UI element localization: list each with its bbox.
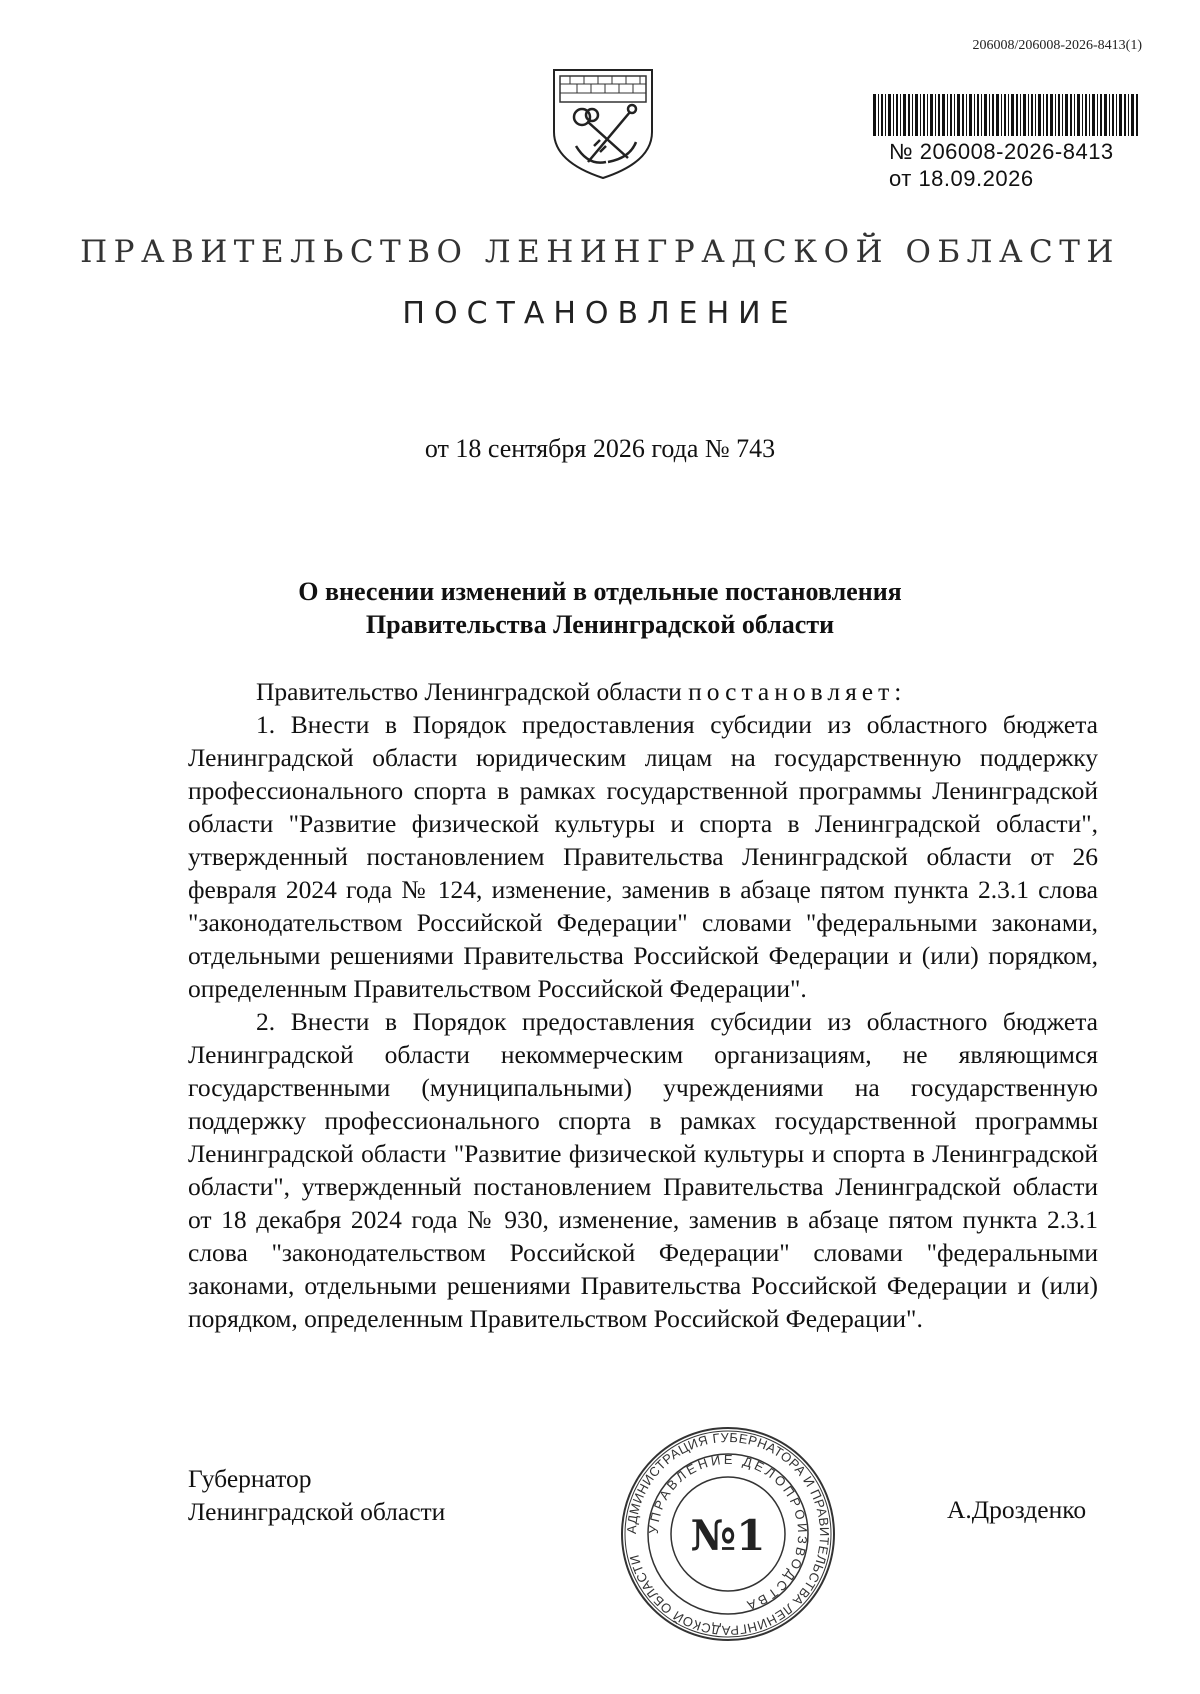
subject-line-1: О внесении изменений в отдельные постановления (298, 577, 902, 606)
resolution-body (188, 675, 1098, 1335)
document-type: ПОСТАНОВЛЕНИЕ (402, 296, 798, 331)
government-title: ПРАВИТЕЛЬСТВО ЛЕНИНГРАДСКОЙ ОБЛАСТИ (80, 234, 1120, 270)
intro-lead: Правительство Ленинградской области (256, 677, 689, 706)
official-seal-stamp (618, 1424, 838, 1644)
subject-line-2: Правительства Ленинградской области (365, 610, 835, 639)
signer-title (188, 1462, 445, 1528)
resolution-subject (0, 575, 1200, 641)
registration-number: № 206008-2026-8413 (889, 139, 1114, 164)
signer-title-line-2: Ленинградской области (188, 1497, 446, 1526)
resolution-date-number: от 18 сентября 2026 года № 743 (424, 434, 776, 463)
intro-verb: постановляет: (688, 677, 907, 706)
intro-paragraph (188, 675, 1098, 708)
item-1-paragraph: 1. Внести в Порядок предоставления субсидии из областного бюджета Ленинградской области юридическим лицам на государственную поддержку профессионального спорта в рамках государственной программы Ленинградской области "Развитие физической культуры и спорта в Ленинградской области", утвержденный постановлением Правительства Ленинградской области от 26 февраля 2024 года № 124, изменение, заменив в абзаце пятом пункта 2.3.1 слова "законодательством Российской Федерации" словами "федеральными законами, отдельными решениями Правительства Российской Федерации и (или) порядком, определенным Правительством Российской Федерации". (188, 710, 1098, 1003)
seal-number: №1 (690, 1511, 766, 1560)
seal-inner-text: УПРАВЛЕНИЕ ДЕЛОПРОИЗВОДСТВА (645, 1451, 811, 1614)
document-code: 206008/206008-2026-8413(1) (972, 38, 1142, 53)
coat-of-arms-icon (548, 62, 658, 182)
seal-outer-text: АДМИНИСТРАЦИЯ ГУБЕРНАТОРА И ПРАВИТЕЛЬСТВА ЛЕНИНГРАДСКОЙ ОБЛАСТИ (623, 1429, 833, 1639)
signer-name: А.Дрозденко (947, 1495, 1087, 1524)
item-2-paragraph: 2. Внести в Порядок предоставления субсидии из областного бюджета Ленинградской области некоммерческим организациям, не являющимся государственными (муниципальными) учреждениями на государственную поддержку профессионального спорта в рамках государственной программы Ленинградской области "Развитие физической культуры и спорта в Ленинградской области", утвержденный постановлением Правительства Ленинградской области от 18 декабря 2024 года № 930, изменение, заменив в абзаце пятом пункта 2.3.1 слова "законодательством Российской Федерации" словами "федеральными законами, отдельными решениями Правительства Российской Федерации и (или) порядком, определенным Правительством Российской Федерации". (188, 1007, 1098, 1333)
signer-title-line-1: Губернатор (188, 1464, 312, 1493)
barcode-icon (873, 94, 1139, 136)
registration-date: от 18.09.2026 (889, 166, 1034, 191)
